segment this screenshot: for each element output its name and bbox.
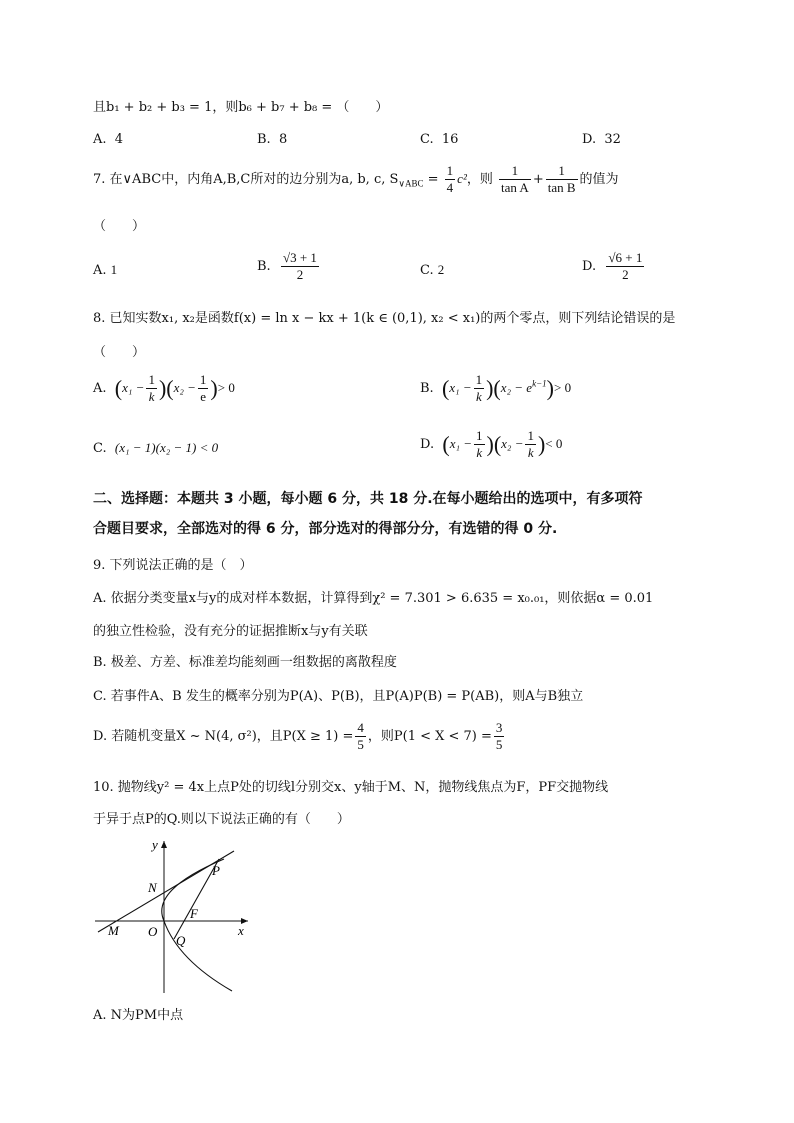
section2-heading-line1: 二、选择题：本题共 3 小题，每小题 6 分，共 18 分.在每小题给出的选项中，有多项符 xyxy=(93,491,643,507)
q7-tail: 的值为 xyxy=(579,172,619,187)
q9-stem: 9. 下列说法正确的是（ ） xyxy=(93,558,253,573)
parabola-curve xyxy=(162,859,232,991)
frac-num: 1 xyxy=(476,428,483,443)
right-paren: ) xyxy=(486,431,494,457)
frac-num: 1 xyxy=(199,372,207,387)
q6-option-d[interactable] xyxy=(582,132,621,147)
q8-option-a[interactable] xyxy=(93,372,235,405)
frac-num: 1 xyxy=(546,163,578,180)
q9-option-a-line1[interactable]: A. 依据分类变量x与y的成对样本数据，计算得到χ² = 7.301 > 6.635 = x₀.₀₁，则依据α = 0.01 xyxy=(93,591,654,606)
option-value: (x₁ − 1)(x₂ − 1) < 0 xyxy=(114,440,219,455)
label-p: P xyxy=(212,863,220,878)
option-letter: A. xyxy=(93,263,107,278)
frac-num: 4 xyxy=(357,720,364,735)
left-paren: ( xyxy=(493,431,502,457)
frac-num: 1 xyxy=(499,163,531,180)
right-paren: ) xyxy=(537,431,546,457)
frac-num: √3 + 1 xyxy=(282,250,317,265)
q6-option-c[interactable] xyxy=(420,132,458,147)
left-paren: ( xyxy=(441,375,450,401)
q8-answer-paren: （ ） xyxy=(93,345,146,360)
frac-num: 1 xyxy=(527,428,534,443)
q7-stem xyxy=(93,163,619,196)
right-paren: ) xyxy=(546,375,554,401)
option-letter: C. xyxy=(420,132,434,147)
frac-num: 1 xyxy=(446,163,454,178)
inequality: > 0 xyxy=(554,380,572,395)
expr-x2-e: x₂ − e xyxy=(500,380,533,395)
q8-option-b[interactable] xyxy=(420,372,571,405)
q10-stem-line2: 于异于点P的Q.则以下说法正确的有（ ） xyxy=(93,812,350,827)
option-fraction xyxy=(281,250,319,283)
option-letter: D. xyxy=(420,437,435,452)
q8-text: 已知实数x₁, x₂是函数f(x) = ln x − kx + 1(k ∈ (0,1), x₂ < x₁)的两个零点，则下列结论错误的是 xyxy=(109,311,676,326)
option-letter: B. xyxy=(420,381,434,396)
frac-den: 4 xyxy=(446,180,454,195)
label-x: x xyxy=(238,923,244,938)
left-paren: ( xyxy=(493,375,501,401)
expr-x2: x₂ − xyxy=(173,380,196,395)
fraction-one-over-k xyxy=(474,428,485,461)
fraction-three-fifths xyxy=(494,720,505,753)
right-paren: ) xyxy=(486,375,494,401)
fraction-tan-b xyxy=(546,163,578,196)
equals: = xyxy=(423,172,443,187)
option-value: 8 xyxy=(278,132,288,147)
question-number: 8. xyxy=(93,311,106,326)
fraction-one-over-e xyxy=(198,372,209,405)
option-letter: D. xyxy=(582,132,597,147)
q9-option-b[interactable]: B. 极差、方差、标准差均能刻画一组数据的离散程度 xyxy=(93,655,397,670)
frac-den: 5 xyxy=(357,737,364,752)
fraction-one-quarter xyxy=(445,163,456,196)
frac-den: k xyxy=(476,445,483,460)
q6-stem-tail: 且b₁ + b₂ + b₃ = 1，则b₆ + b₇ + b₈ = （ ） xyxy=(93,100,389,115)
plus-sign: + xyxy=(532,172,544,187)
question-number: 7. xyxy=(93,172,106,187)
option-letter: C. xyxy=(420,263,434,278)
inequality: < 0 xyxy=(545,436,563,451)
then-text: ，则 xyxy=(466,172,493,187)
option-value: 1 xyxy=(110,262,118,277)
q9-d-text: D. 若随机变量X ~ N(4, σ²)，且P(X ≥ 1) = xyxy=(93,729,354,744)
label-origin: O xyxy=(148,924,158,939)
left-paren: ( xyxy=(114,375,123,401)
frac-den: e xyxy=(200,389,207,404)
q9-d-mid: ，则P(1 < X < 7) = xyxy=(367,729,492,744)
option-value: 32 xyxy=(604,132,621,147)
option-letter: C. xyxy=(93,441,107,456)
q7-area-sub: ∨ABC xyxy=(398,178,424,189)
q8-stem xyxy=(93,307,675,326)
frac-den: k xyxy=(527,445,534,460)
q7-option-c[interactable] xyxy=(420,262,444,278)
section2-heading-line2: 合题目要求，全部选对的得 6 分，部分选对的得部分分，有选错的得 0 分. xyxy=(93,521,558,537)
label-q: Q xyxy=(176,933,186,948)
label-f: F xyxy=(190,906,198,921)
frac-num: 1 xyxy=(475,372,483,387)
option-letter: D. xyxy=(582,259,597,274)
q8-option-d[interactable] xyxy=(420,428,562,461)
frac-den: k xyxy=(148,389,155,404)
option-fraction xyxy=(606,250,644,283)
fraction-one-over-k xyxy=(146,372,157,405)
right-paren: ) xyxy=(158,375,167,401)
frac-num: 3 xyxy=(495,720,503,735)
exponent: k−1 xyxy=(532,378,547,389)
fraction-one-over-k xyxy=(525,428,536,461)
q6-option-a[interactable] xyxy=(93,132,123,147)
frac-num: √6 + 1 xyxy=(608,250,643,265)
option-letter: A. xyxy=(93,132,107,147)
option-value: 2 xyxy=(437,262,445,277)
expr-x1: x₁ − xyxy=(449,380,472,395)
frac-den: tan A xyxy=(501,180,529,195)
q7-text: 在∨ABC中，内角A,B,C所对的边分别为a, b, c, S xyxy=(109,172,399,187)
parabola-figure xyxy=(90,835,260,995)
option-value: 4 xyxy=(114,132,124,147)
left-paren: ( xyxy=(442,431,450,457)
option-value: 16 xyxy=(441,132,459,147)
label-m: M xyxy=(108,923,119,938)
q9-option-c[interactable]: C. 若事件A、B 发生的概率分别为P(A)、P(B)，且P(A)P(B) = P(AB)，则A与B独立 xyxy=(93,689,584,704)
right-paren: ) xyxy=(210,375,218,401)
fraction-four-fifths xyxy=(355,720,366,753)
q10-option-a[interactable]: A. N为PM中点 xyxy=(93,1008,184,1023)
q10-stem-line1: 10. 抛物线y² = 4x上点P处的切线l分别交x、y轴于M、N，抛物线焦点为F，PF交抛物线 xyxy=(93,780,609,795)
q8-option-c[interactable] xyxy=(93,440,218,456)
frac-den: tan B xyxy=(547,180,576,195)
expr-x1: x₁ − xyxy=(122,380,145,395)
frac-den: 2 xyxy=(622,267,629,282)
c-squared: c² xyxy=(457,171,467,186)
q7-option-d[interactable] xyxy=(582,250,646,283)
q9-option-a-line2: 的独立性检验，没有充分的证据推断x与y有关联 xyxy=(93,624,368,639)
frac-den: 2 xyxy=(296,267,304,282)
expr-x2: x₂ − xyxy=(501,436,524,451)
fraction-one-over-k xyxy=(474,372,485,405)
q7-option-a[interactable] xyxy=(93,262,117,278)
q6-option-b[interactable] xyxy=(257,132,287,147)
label-n: N xyxy=(148,880,157,895)
label-y: y xyxy=(152,837,158,852)
option-letter: A. xyxy=(93,381,107,396)
option-letter: B. xyxy=(257,132,271,147)
y-axis-arrow-icon xyxy=(161,841,167,848)
frac-den: 5 xyxy=(495,737,503,752)
q7-option-b[interactable] xyxy=(257,250,321,283)
fraction-tan-a xyxy=(499,163,531,196)
inequality: > 0 xyxy=(217,380,235,395)
q7-answer-paren: （ ） xyxy=(93,219,146,234)
left-paren: ( xyxy=(166,375,174,401)
frac-num: 1 xyxy=(148,372,155,387)
frac-den: k xyxy=(475,389,482,404)
expr-x1: x₁ − xyxy=(449,436,472,451)
q9-option-d[interactable] xyxy=(93,720,506,753)
option-letter: B. xyxy=(257,259,271,274)
